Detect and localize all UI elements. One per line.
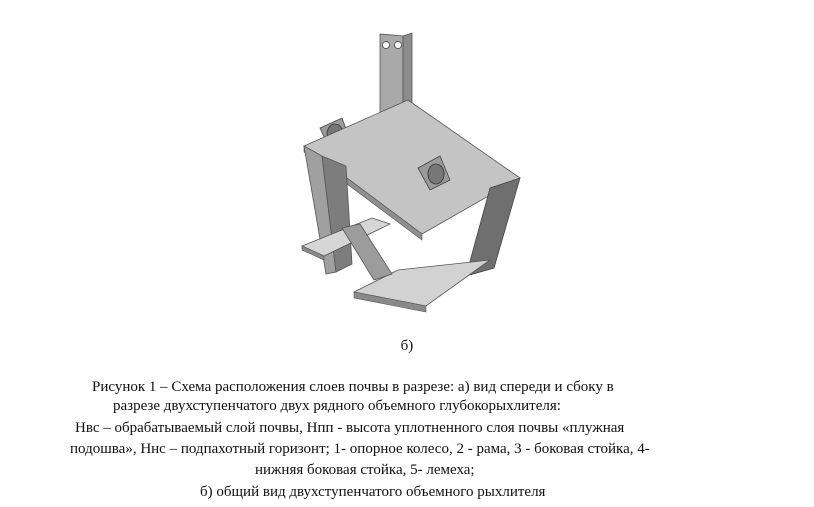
figure-sublabel: б) (400, 338, 414, 354)
caption-line: нижняя боковая стойка, 5- лемеха; (255, 462, 475, 478)
right-mount-pin (428, 164, 444, 184)
caption-line: разрезе двухступенчатого двух рядного объемного глубокорыхлителя: (113, 398, 561, 414)
mast-hole-1 (383, 42, 390, 49)
mast-hole-2 (395, 42, 402, 49)
caption-line: Нвс – обрабатываемый слой почвы, Нпп - высота уплотненного слоя почвы «плужная (75, 420, 625, 436)
caption-line: б) общий вид двухступенчатого объемного рыхлителя (200, 484, 546, 500)
deep-ripper-illustration (290, 28, 525, 318)
caption-line: Рисунок 1 – Схема расположения слоев почвы в разрезе: а) вид спереди и сбоку в (92, 379, 614, 395)
ripper-figure (290, 28, 525, 318)
caption-line: подошва», Ннс – подпахотный горизонт; 1- опорное колесо, 2 - рама, 3 - боковая стойка, 4- (70, 441, 650, 457)
